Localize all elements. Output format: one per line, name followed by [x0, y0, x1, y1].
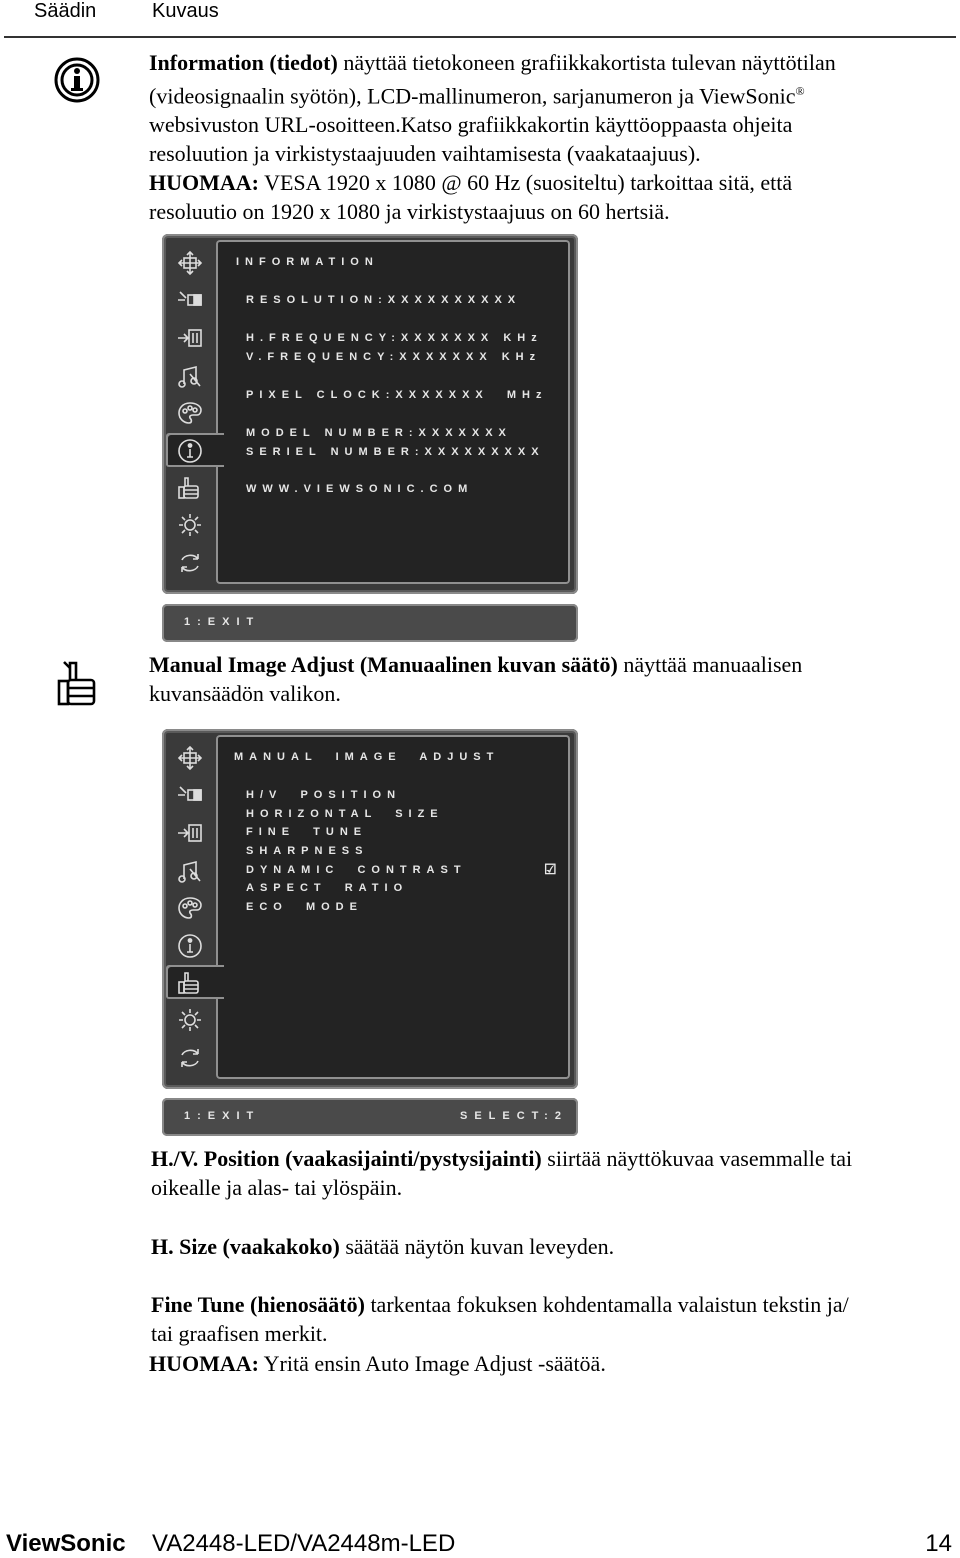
osd-manual-adjust-screenshot [162, 729, 578, 1089]
osd-model-number: MODEL NUMBER:XXXXXXX [246, 427, 512, 439]
osd-item-dynamic-contrast: DYNAMIC CONTRAST [246, 864, 467, 876]
h-size-title: H. Size (vaakakoko) [151, 1234, 340, 1259]
table-header [0, 0, 960, 40]
osd-serial-number: SERIEL NUMBER:XXXXXXXXX [246, 446, 545, 458]
auto-adjust-icon [176, 744, 204, 772]
osd-url: WWW.VIEWSONIC.COM [246, 483, 474, 495]
information-tab-icon [176, 932, 204, 960]
manual-title: Manual Image Adjust (Manuaalinen kuvan säätö) [149, 652, 618, 677]
osd-title: MANUAL IMAGE ADJUST [234, 751, 500, 763]
info-line-5: VESA 1920 x 1080 @ 60 Hz (suositeltu) tarkoittaa sitä, että [264, 170, 793, 196]
page-footer [0, 1526, 960, 1556]
osd-v-frequency: V.FREQUENCY:XXXXXXX KHz [246, 351, 542, 363]
fine-line-1: tarkentaa fokuksen kohdentamalla valaistun tekstin ja/ [370, 1292, 849, 1317]
osd-select-label: SELECT:2 [460, 1110, 568, 1122]
h-size-description [151, 1232, 951, 1261]
audio-adjust-icon [176, 857, 204, 885]
fine-tune-description [151, 1290, 956, 1348]
osd-content-panel [216, 240, 570, 584]
memory-recall-icon [176, 1044, 204, 1072]
osd-item-eco-mode: ECO MODE [246, 901, 363, 913]
setup-menu-icon [176, 511, 204, 539]
fine-line-2: tai graafisen merkit. [151, 1321, 328, 1346]
osd-item-fine-tune: FINE TUNE [246, 826, 368, 838]
footer-model: VA2448-LED/VA2448m-LED [152, 1530, 456, 1557]
osd-dynamic-contrast-checkbox: ☑ [544, 861, 557, 877]
setup-menu-icon [176, 1006, 204, 1034]
information-title: Information (tiedot) [149, 50, 338, 75]
contrast-brightness-icon [176, 286, 204, 314]
information-tab-icon [176, 437, 204, 465]
info-line-1: näyttää tietokoneen grafiikkakortista tulevan näyttötilan [343, 50, 836, 75]
fine-tune-note [149, 1349, 949, 1378]
osd-resolution: RESOLUTION:XXXXXXXXXX [246, 294, 522, 306]
osd-item-horizontal-size: HORIZONTAL SIZE [246, 808, 444, 820]
contrast-brightness-icon [176, 781, 204, 809]
osd-item-hv-position: H/V POSITION [246, 789, 402, 801]
info-line-2: (videosignaalin syötön), LCD-mallinumeron, sarjanumeron ja ViewSonic [149, 83, 796, 109]
h-size-text: säätää näytön kuvan leveyden. [345, 1234, 615, 1259]
osd-exit-label: 1:EXIT [184, 616, 261, 628]
information-description [149, 48, 949, 226]
manual-line-2: kuvansäädön valikon. [149, 681, 341, 706]
fine-tune-title: Fine Tune (hienosäätö) [151, 1292, 365, 1317]
info-line-3: websivuston URL-osoitteen.Katso grafiikkakortin käyttöoppaasta ohjeita [149, 112, 793, 138]
auto-adjust-icon [176, 249, 204, 277]
hv-line-2: oikealle ja alas- tai ylöspäin. [151, 1175, 403, 1200]
note-label: HUOMAA: [149, 170, 259, 196]
memory-recall-icon [176, 549, 204, 577]
input-select-icon [176, 819, 204, 847]
registered-mark: ® [795, 84, 805, 98]
manual-line-1: näyttää manuaalisen [623, 652, 803, 677]
manual-image-adjust-side-icon [56, 658, 98, 708]
osd-title: INFORMATION [236, 256, 379, 268]
info-line-4: resoluution ja virkistystaajuuden vaihtamisesta (vaakataajuus). [149, 141, 701, 167]
osd-item-sharpness: SHARPNESS [246, 845, 369, 857]
osd-exit-label: 1:EXIT [184, 1110, 261, 1122]
hv-line-1: siirtää näyttökuvaa vasemmalle tai [547, 1146, 853, 1171]
column-header-control: Säädin [34, 0, 97, 22]
osd-information-screenshot [162, 234, 578, 594]
manual-image-adjust-description [149, 650, 949, 708]
hv-position-title: H./V. Position (vaakasijainti/pystysijainti) [151, 1146, 542, 1171]
color-adjust-icon [176, 894, 204, 922]
info-icon [54, 57, 100, 103]
osd-pixel-clock: PIXEL CLOCK:XXXXXXX MHz [246, 389, 548, 401]
audio-adjust-icon [176, 362, 204, 390]
page-number: 14 [925, 1530, 952, 1557]
note-label: HUOMAA: [149, 1351, 259, 1376]
hv-position-description [151, 1144, 956, 1202]
header-divider [4, 36, 956, 38]
column-header-description: Kuvaus [152, 0, 219, 22]
osd-h-frequency: H.FREQUENCY:XXXXXXX KHz [246, 332, 543, 344]
osd-exit-bar [162, 604, 578, 642]
footer-brand: ViewSonic [6, 1530, 126, 1557]
fine-note-text: Yritä ensin Auto Image Adjust -säätöä. [263, 1351, 606, 1376]
manual-image-adjust-icon [176, 969, 204, 997]
manual-image-adjust-icon [176, 474, 204, 502]
input-select-icon [176, 324, 204, 352]
info-line-6: resoluutio on 1920 x 1080 ja virkistystaajuus on 60 hertsiä. [149, 199, 670, 225]
color-adjust-icon [176, 399, 204, 427]
osd-item-aspect-ratio: ASPECT RATIO [246, 882, 409, 894]
osd-exit-select-bar [162, 1098, 578, 1136]
